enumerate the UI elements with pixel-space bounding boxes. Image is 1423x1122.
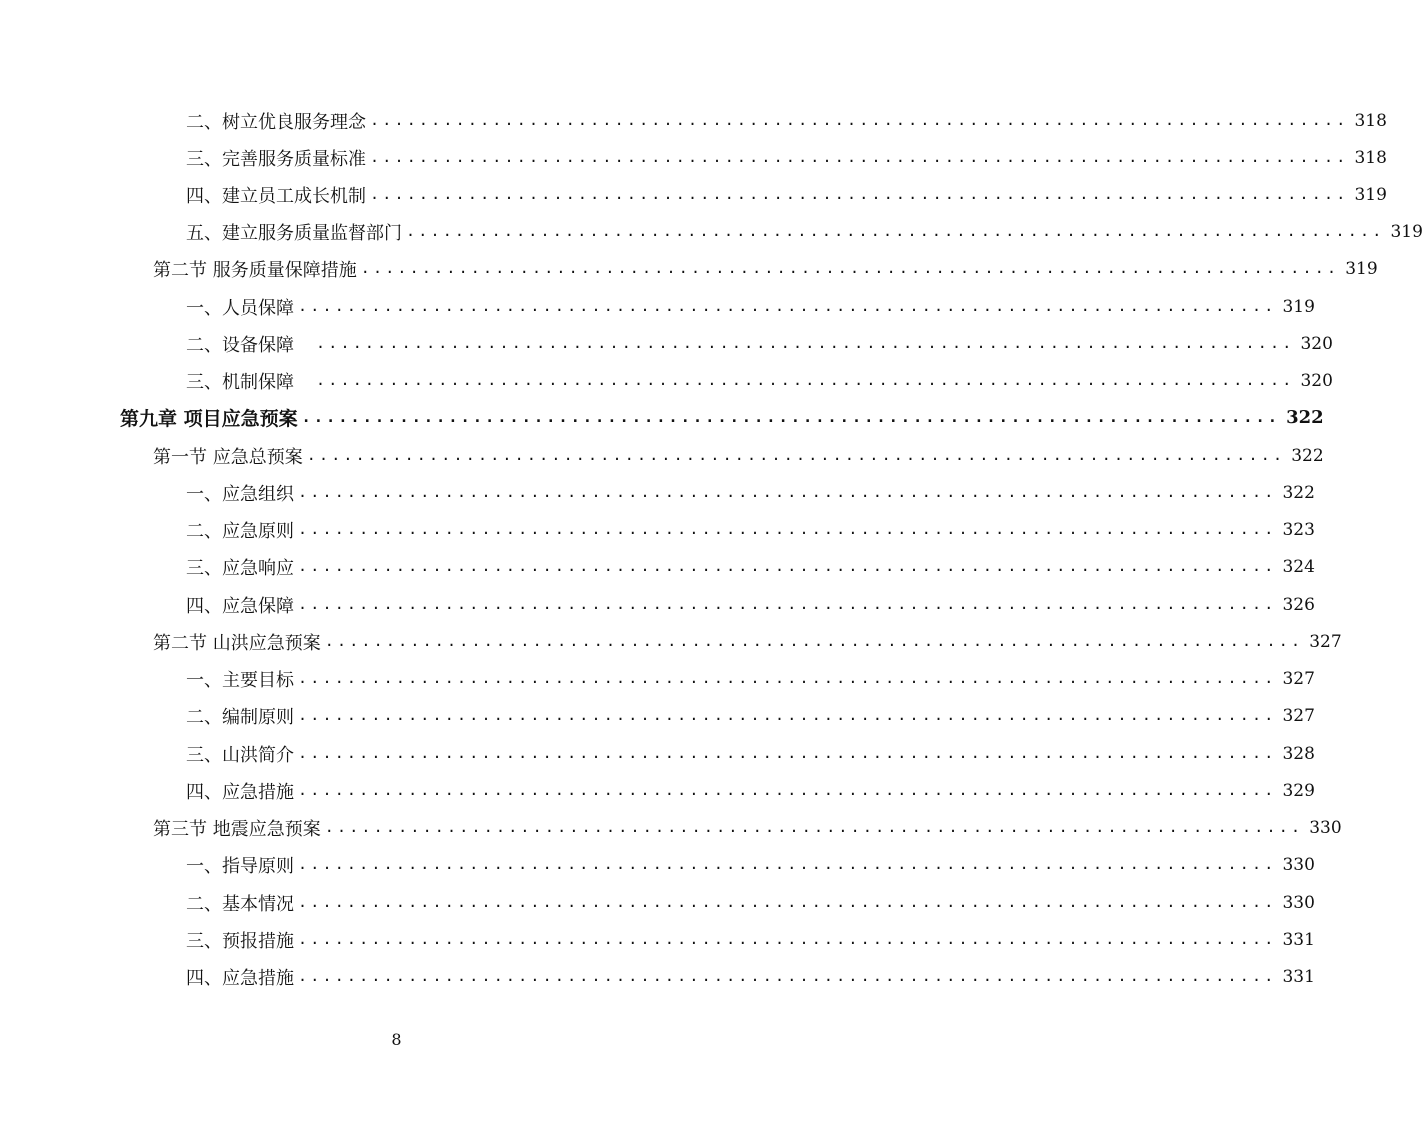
toc-entry-page: 318 xyxy=(1354,147,1387,168)
toc-dot-leader: ................................................................................ xyxy=(298,595,1277,613)
toc-entry-label: 五、建立服务质量监督部门 xyxy=(186,222,402,244)
toc-entry[interactable] xyxy=(186,846,1315,883)
toc-chapter-entry[interactable] xyxy=(120,399,1324,436)
toc-entry-label: 第二节 山洪应急预案 xyxy=(153,632,321,654)
toc-dot-leader: ................................................................................ xyxy=(306,446,1286,464)
toc-entry[interactable] xyxy=(186,176,1387,213)
toc-dot-leader: ................................................................................ xyxy=(324,632,1304,650)
toc-entry-page: 319 xyxy=(1282,296,1315,317)
toc-entry-page: 330 xyxy=(1309,817,1342,838)
toc-entry-page: 331 xyxy=(1282,966,1315,987)
toc-entry[interactable] xyxy=(186,362,1333,399)
toc-entry-page: 324 xyxy=(1282,556,1315,577)
toc-entry-label: 第一节 应急总预案 xyxy=(153,446,303,468)
toc-entry-label: 三、预报措施 xyxy=(186,930,294,952)
toc-entry-label: 四、应急措施 xyxy=(186,967,294,989)
toc-entry-page: 322 xyxy=(1282,482,1315,503)
toc-entry-page: 330 xyxy=(1282,892,1315,913)
toc-entry-label: 一、应急组织 xyxy=(186,483,294,505)
toc-section-entry[interactable] xyxy=(153,250,1378,287)
toc-dot-leader: ................................................................................ xyxy=(370,148,1349,166)
toc-entry-page: 327 xyxy=(1282,668,1315,689)
toc-dot-leader: ................................................................................ xyxy=(298,669,1277,687)
toc-entry-label: 四、建立员工成长机制 xyxy=(186,185,366,207)
toc-entry-page: 326 xyxy=(1282,594,1315,615)
toc-entry[interactable] xyxy=(186,102,1387,139)
toc-entry-page: 327 xyxy=(1309,631,1342,652)
toc-entry-label: 第二节 服务质量保障措施 xyxy=(153,259,357,281)
toc-entry-label: 二、树立优良服务理念 xyxy=(186,111,366,133)
toc-entry[interactable] xyxy=(186,586,1315,623)
toc-entry-page: 328 xyxy=(1282,743,1315,764)
toc-entry[interactable] xyxy=(186,958,1315,995)
toc-entry-page: 320 xyxy=(1300,370,1333,391)
toc-entry-label: 三、完善服务质量标准 xyxy=(186,148,366,170)
toc-entry-page: 322 xyxy=(1291,445,1324,466)
toc-entry[interactable] xyxy=(186,884,1315,921)
toc-entry-label: 二、应急原则 xyxy=(186,520,294,542)
toc-entry-label: 一、指导原则 xyxy=(186,855,294,877)
toc-entry-page: 331 xyxy=(1282,929,1315,950)
toc-entry-label: 一、主要目标 xyxy=(186,669,294,691)
toc-entry-label: 第九章 项目应急预案 xyxy=(120,408,298,430)
toc-entry[interactable] xyxy=(186,325,1333,362)
toc-entry-label: 第三节 地震应急预案 xyxy=(153,818,321,840)
toc-entry-label: 二、编制原则 xyxy=(186,706,294,728)
toc-entry-page: 322 xyxy=(1286,407,1324,428)
toc-dot-leader: ................................................................................ xyxy=(406,222,1385,240)
toc-entry[interactable] xyxy=(186,474,1315,511)
toc-dot-leader: ................................................................................ xyxy=(298,297,1277,315)
toc-dot-leader: ................................................................................ xyxy=(298,744,1277,762)
toc-entry[interactable] xyxy=(186,288,1315,325)
toc-entry-page: 323 xyxy=(1282,519,1315,540)
toc-dot-leader: ................................................................................ xyxy=(298,557,1277,575)
toc-dot-leader: ................................................................................ xyxy=(298,706,1277,724)
toc-dot-leader: ................................................................................ xyxy=(301,408,1281,426)
toc-dot-leader: ................................................................................ xyxy=(370,185,1349,203)
toc-entry-page: 330 xyxy=(1282,854,1315,875)
toc-dot-leader: ................................................................................ xyxy=(370,111,1349,129)
toc-entry-page: 319 xyxy=(1354,184,1387,205)
toc-entry[interactable] xyxy=(186,548,1315,585)
toc-entry[interactable] xyxy=(186,511,1315,548)
toc-entry-label: 三、山洪简介 xyxy=(186,744,294,766)
toc-dot-leader: ................................................................................ xyxy=(298,930,1277,948)
toc-section-entry[interactable] xyxy=(153,437,1324,474)
toc-entry-page: 318 xyxy=(1354,110,1387,131)
toc-dot-leader: ................................................................................ xyxy=(298,483,1277,501)
toc-entry-label: 三、机制保障 xyxy=(186,371,294,393)
toc-entry[interactable] xyxy=(186,139,1387,176)
toc-dot-leader: ................................................................................ xyxy=(316,371,1295,389)
toc-entry-label: 四、应急措施 xyxy=(186,781,294,803)
toc-entry-page: 327 xyxy=(1282,705,1315,726)
toc-dot-leader: ................................................................................ xyxy=(298,893,1277,911)
toc-entry[interactable] xyxy=(186,697,1315,734)
toc-entry-label: 三、应急响应 xyxy=(186,557,294,579)
toc-entry-page: 320 xyxy=(1300,333,1333,354)
toc-entry-label: 二、基本情况 xyxy=(186,893,294,915)
toc-entry[interactable] xyxy=(186,660,1315,697)
toc-entry-page: 329 xyxy=(1282,780,1315,801)
toc-dot-leader: ................................................................................ xyxy=(298,781,1277,799)
toc-dot-leader: ................................................................................ xyxy=(324,818,1304,836)
toc-entry[interactable] xyxy=(186,921,1315,958)
toc-dot-leader: ................................................................................ xyxy=(360,259,1340,277)
toc-entry-label: 二、设备保障 xyxy=(186,334,294,356)
toc-section-entry[interactable] xyxy=(153,623,1342,660)
toc-entry-page: 319 xyxy=(1345,258,1378,279)
toc-entry[interactable] xyxy=(186,213,1423,250)
toc-dot-leader: ................................................................................ xyxy=(298,520,1277,538)
page-number: 8 xyxy=(391,1030,402,1049)
toc-entry-page: 319 xyxy=(1390,221,1423,242)
toc-entry-label: 一、人员保障 xyxy=(186,297,294,319)
toc-dot-leader: ................................................................................ xyxy=(316,334,1295,352)
toc-dot-leader: ................................................................................ xyxy=(298,855,1277,873)
toc-entry[interactable] xyxy=(186,772,1315,809)
toc-section-entry[interactable] xyxy=(153,809,1342,846)
toc-dot-leader: ................................................................................ xyxy=(298,967,1277,985)
toc-entry[interactable] xyxy=(186,735,1315,772)
toc-entry-label: 四、应急保障 xyxy=(186,595,294,617)
